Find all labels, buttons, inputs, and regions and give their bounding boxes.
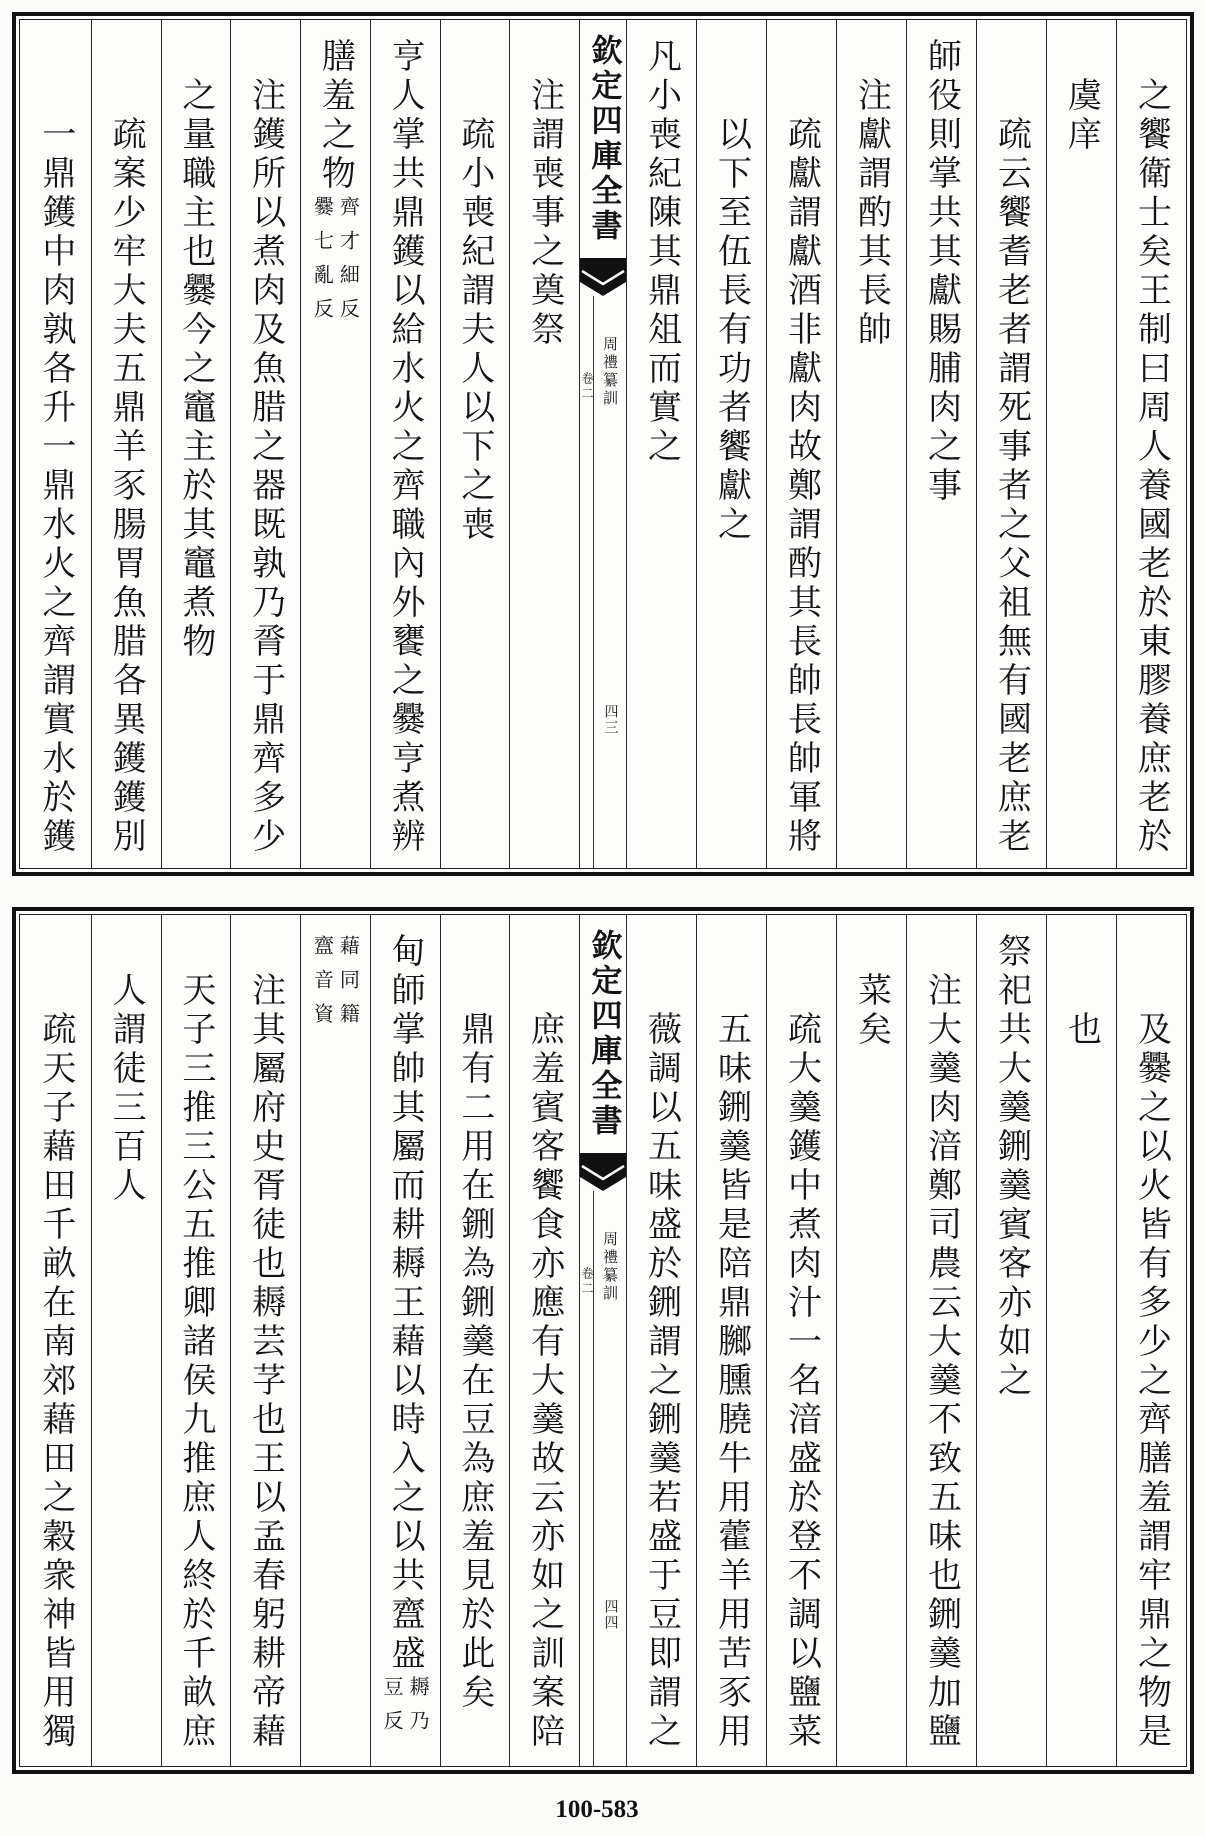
work-title: 周禮纂訓: [601, 336, 619, 408]
column-text: 注大羹肉湆鄭司農云大羹不致五味也鉶羹加鹽: [921, 972, 962, 1752]
text-column: [509, 20, 579, 868]
work-title-wrap: [594, 1231, 626, 1303]
text-column: [230, 915, 300, 1766]
text-column: [91, 20, 161, 868]
interlinear-note: 爨七亂反: [310, 196, 335, 332]
text-column: [21, 20, 91, 868]
column-text: 薇調以五味盛於鉶謂之鉶羹若盛于豆即謂之: [641, 1011, 682, 1752]
interlinear-note: 齍音資: [310, 935, 335, 1037]
text-column: [696, 20, 766, 868]
text-column: [976, 20, 1046, 868]
text-column: [21, 915, 91, 1766]
column-text: 虞庠: [1061, 77, 1102, 155]
volume-label: 卷二: [580, 372, 594, 402]
column-text: 一鼎鑊中肉孰各升一鼎水火之齊謂實水於鑊: [35, 116, 76, 857]
column-text: 師役則掌共其獻賜脯肉之事: [921, 38, 962, 506]
work-title: 周禮纂訓: [601, 1231, 619, 1303]
column-text: 之饗衛士矣王制曰周人養國老於東膠養庶老於: [1131, 77, 1172, 857]
center-column: [579, 20, 626, 868]
text-column: [766, 20, 836, 868]
column-text: 以下至伍長有功者饗獻之: [711, 116, 752, 545]
column-text: 甸師掌帥其屬而耕耨王藉以時入之以共齍盛: [385, 933, 426, 1674]
text-column: [836, 915, 906, 1766]
volume-label-wrap: [580, 1267, 593, 1297]
column-text: 膳羞之物: [315, 38, 356, 194]
panel-frame: [19, 19, 1187, 869]
text-column: [1046, 20, 1116, 868]
interlinear-note: 豆反: [380, 1676, 405, 1744]
text-column: [91, 915, 161, 1766]
column-text: 疏小喪紀謂夫人以下之喪: [454, 116, 495, 545]
text-column: [766, 915, 836, 1766]
column-text: 祭祀共大羹鉶羹賓客亦如之: [991, 933, 1032, 1401]
interlinear-note: 藉同籍: [336, 935, 361, 1037]
column-text: 注獻謂酌其長帥: [851, 77, 892, 350]
interlinear-notes: [381, 1676, 429, 1744]
page-number: 四四: [602, 1599, 619, 1631]
interlinear-note: 齊才細反: [336, 196, 361, 332]
fish-tail-mark: [580, 1153, 626, 1191]
text-column: [1046, 915, 1116, 1766]
book-title-wrap: [580, 34, 626, 244]
fish-tail-mark: [580, 258, 626, 296]
column-text: 注其屬府史胥徒也耨芸芓也王以孟春躬耕帝藉: [245, 972, 286, 1752]
text-column: [230, 20, 300, 868]
text-column: [370, 20, 440, 868]
panel-frame: [19, 914, 1187, 1767]
book-title: 欽定四庫全書: [585, 34, 622, 244]
column-text: 人謂徒三百人: [106, 972, 147, 1206]
column-text: 之量職主也爨今之竈主於其竈煮物: [175, 77, 216, 662]
text-column: [509, 915, 579, 1766]
column-text: 庶羞賓客饗食亦應有大羹故云亦如之訓案陪: [524, 1011, 565, 1752]
volume-label: 卷二: [580, 1267, 594, 1297]
text-column: [440, 20, 510, 868]
text-column: [906, 915, 976, 1766]
text-column: [440, 915, 510, 1766]
page-number: 四三: [602, 704, 619, 736]
column-text: 菜矣: [851, 972, 892, 1050]
text-column: [300, 915, 370, 1766]
column-text: 注謂喪事之奠祭: [524, 77, 565, 350]
column-text: 天子三推三公五推卿諸侯九推庶人終於千畝庶: [175, 972, 216, 1752]
book-title-wrap: [580, 929, 626, 1139]
column-text: 及爨之以火皆有多少之齊膳羞謂牢鼎之物是: [1131, 1011, 1172, 1752]
column-text: 疏案少牢大夫五鼎羊豕腸胃魚腊各異鑊鑊別: [106, 116, 147, 857]
center-column: [579, 915, 626, 1766]
interlinear-notes: [311, 935, 359, 1037]
text-column: [626, 20, 696, 868]
column-text: 疏大羹鑊中煮肉汁一名湆盛於登不調以鹽菜: [781, 1011, 822, 1752]
text-column: [976, 915, 1046, 1766]
page-panel-top: [12, 12, 1194, 876]
text-column: [300, 20, 370, 868]
text-column: [836, 20, 906, 868]
text-column: [906, 20, 976, 868]
column-text: 也: [1061, 1011, 1102, 1050]
column-text: 凡小喪紀陳其鼎俎而實之: [641, 38, 682, 467]
work-title-wrap: [594, 336, 626, 408]
interlinear-note: 耨乃: [406, 1676, 431, 1744]
text-column: [161, 915, 231, 1766]
column-grid: [20, 915, 1186, 1766]
column-text: 五味鉶羹皆是陪鼎膷臐膮牛用藿羊用苦豕用: [711, 1011, 752, 1752]
column-text: 疏天子藉田千畝在南郊藉田之穀衆神皆用獨: [35, 1011, 76, 1752]
page-panel-bottom: [12, 907, 1194, 1774]
column-text: 亨人掌共鼎鑊以給水火之齊職內外饔之爨亨煮辨: [385, 38, 426, 857]
volume-label-wrap: [580, 372, 593, 402]
column-text: 注鑊所以煮肉及魚腊之器既孰乃脀于鼎齊多少: [245, 77, 286, 857]
column-grid: [20, 20, 1186, 868]
text-column: [626, 915, 696, 1766]
column-text: 鼎有二用在鉶為鉶羹在豆為庶羞見於此矣: [454, 1011, 495, 1713]
book-title: 欽定四庫全書: [585, 929, 622, 1139]
text-column: [696, 915, 766, 1766]
column-text: 疏云饗耆老者謂死事者之父祖無有國老庶老: [991, 116, 1032, 857]
text-column: [1116, 915, 1186, 1766]
column-text: 疏獻謂獻酒非獻肉故鄭謂酌其長帥長帥軍將: [781, 116, 822, 857]
text-column: [161, 20, 231, 868]
text-column: [370, 915, 440, 1766]
text-column: [1116, 20, 1186, 868]
page-number-wrap: [594, 704, 626, 736]
page-number-wrap: [594, 1599, 626, 1631]
interlinear-notes: [311, 196, 359, 332]
footer-page-code: 100-583: [555, 1796, 639, 1823]
